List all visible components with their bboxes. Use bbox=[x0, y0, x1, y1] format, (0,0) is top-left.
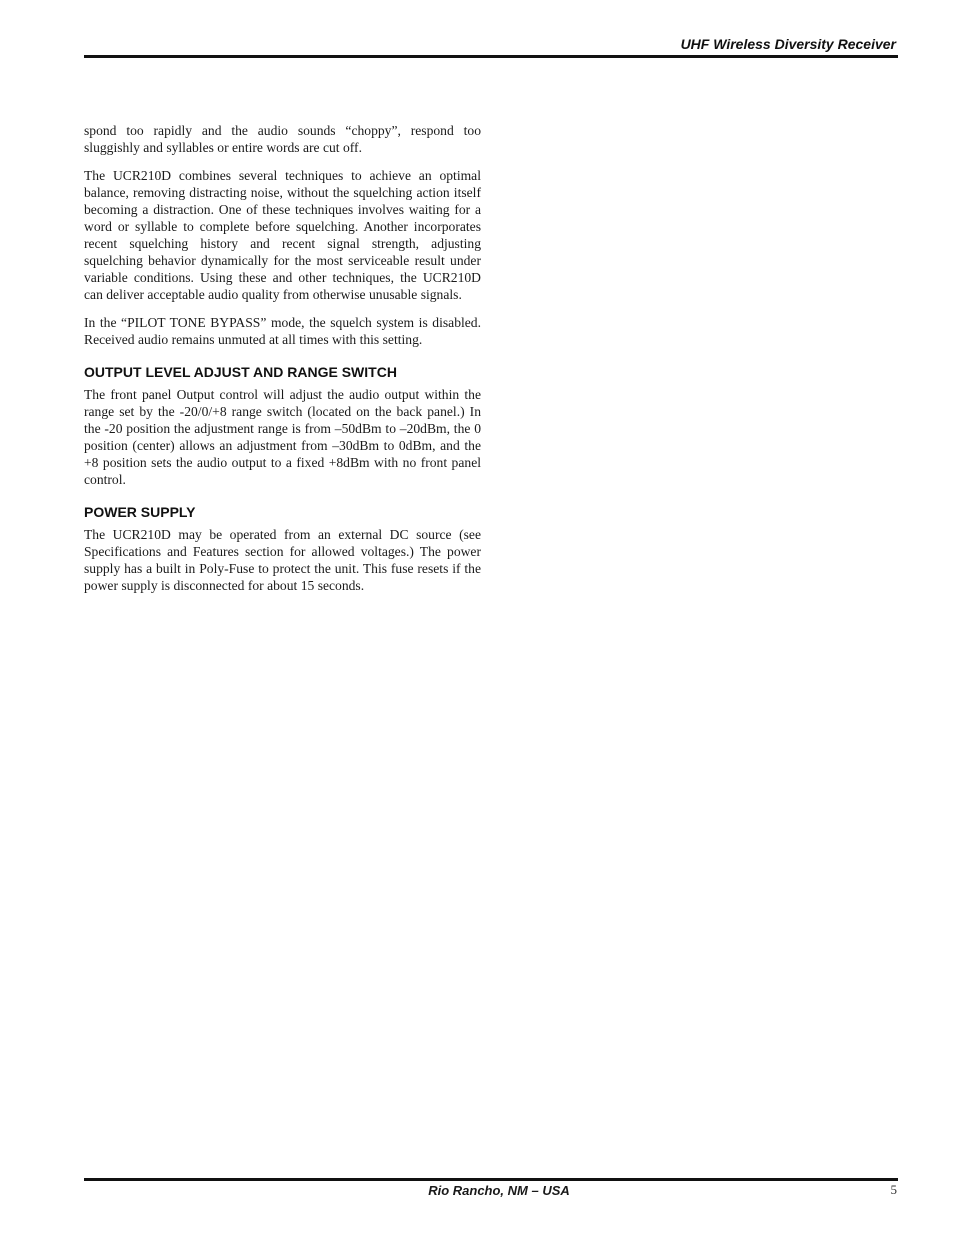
intro-paragraph-3: In the “PILOT TONE BYPASS” mode, the squelch system is disabled. Received audio remains unmuted at all times with this setting. bbox=[84, 315, 481, 347]
output-level-paragraph: The front panel Output control will adjust the audio output within the range set by the -20/0/+8 range switch (located on the back panel.) In the -20 position the adjustment range is from –50dBm to –20dBm, the 0 position (center) allows an adjustment from –30dBm to 0dBm, and the +8 position sets the audio output to a fixed +8dBm with no front panel control. bbox=[84, 387, 481, 487]
running-header-title: UHF Wireless Diversity Receiver bbox=[680, 36, 896, 52]
page-number: 5 bbox=[890, 1182, 897, 1197]
output-level-heading: OUTPUT LEVEL ADJUST AND RANGE SWITCH bbox=[84, 364, 397, 380]
power-supply-paragraph: The UCR210D may be operated from an external DC source (see Specifications and Features section for allowed voltages.) The power supply has a built in Poly-Fuse to protect the unit. This fuse resets if the power supply is disconnected for about 15 seconds. bbox=[84, 527, 481, 593]
footer-divider bbox=[84, 1178, 898, 1181]
text-column bbox=[84, 122, 481, 605]
power-supply-heading: POWER SUPPLY bbox=[84, 504, 196, 520]
footer-location: Rio Rancho, NM – USA bbox=[428, 1183, 570, 1198]
intro-paragraph-2: The UCR210D combines several techniques to achieve an optimal balance, removing distracting noise, without the squelching action itself becoming a distraction. One of these techniques involves waiting for a word or syllable to complete before squelching. Another incorporates recent squelching history and recent signal strength, adjusting squelching behavior dynamically for the most serviceable result under variable conditions. Using these and other techniques, the UCR210D can deliver acceptable audio quality from otherwise unusable signals. bbox=[84, 168, 481, 302]
intro-paragraph-1: spond too rapidly and the audio sounds “choppy”, respond too sluggishly and syllables or entire words are cut off. bbox=[84, 123, 481, 155]
header-divider bbox=[84, 55, 898, 58]
